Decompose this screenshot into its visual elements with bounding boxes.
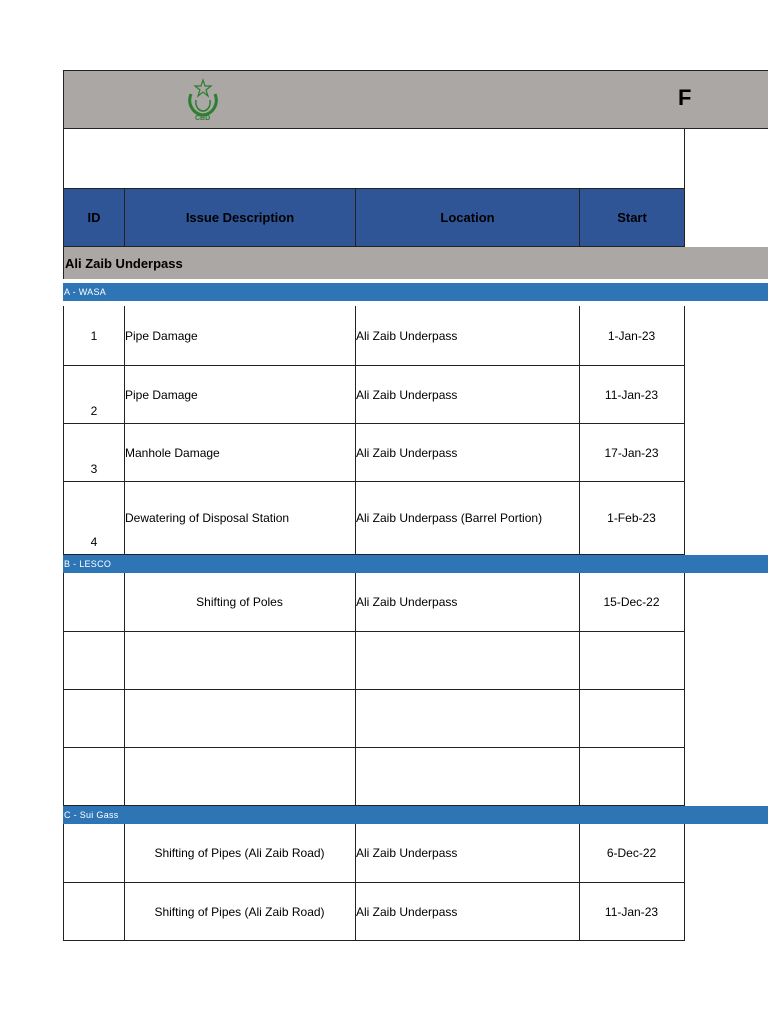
table-cell-id	[63, 632, 125, 690]
table-cell-description: Shifting of Pipes (Ali Zaib Road)	[124, 824, 356, 883]
group-header-wasa: A - WASA	[63, 283, 768, 301]
table-cell-start	[579, 690, 685, 748]
table-cell-description	[124, 632, 356, 690]
table-cell-id: 2	[63, 366, 125, 424]
table-cell-start: 11-Jan-23	[579, 883, 685, 941]
table-cell-start: 11-Jan-23	[579, 366, 685, 424]
table-cell-start	[579, 632, 685, 690]
table-cell-description: Pipe Damage	[124, 366, 356, 424]
table-cell-id: 3	[63, 424, 125, 482]
table-cell-id	[63, 748, 125, 806]
column-header-description: Issue Description	[124, 188, 356, 247]
table-cell-location: Ali Zaib Underpass (Barrel Portion)	[355, 482, 580, 555]
table-cell-location: Ali Zaib Underpass	[355, 306, 580, 366]
report-title: F	[678, 85, 692, 110]
group-header-lesco: B - LESCO	[63, 555, 768, 573]
table-cell-start	[579, 748, 685, 806]
column-header-location: Location	[355, 188, 580, 247]
table-cell-id	[63, 824, 125, 883]
table-cell-location: Ali Zaib Underpass	[355, 883, 580, 941]
table-cell-location	[355, 632, 580, 690]
group-header-sui-gass: C - Sui Gass	[63, 806, 768, 824]
section-title: Ali Zaib Underpass	[63, 247, 768, 279]
table-cell-start: 15-Dec-22	[579, 573, 685, 632]
table-cell-location	[355, 690, 580, 748]
table-cell-start: 17-Jan-23	[579, 424, 685, 482]
table-cell-start: 1-Jan-23	[579, 306, 685, 366]
logo-text: CBD	[195, 115, 211, 122]
report-header	[63, 70, 768, 129]
table-cell-description	[124, 748, 356, 806]
table-cell-location: Ali Zaib Underpass	[355, 573, 580, 632]
table-cell-description: Manhole Damage	[124, 424, 356, 482]
table-cell-id	[63, 883, 125, 941]
table-cell-description: Shifting of Pipes (Ali Zaib Road)	[124, 883, 356, 941]
column-header-start: Start	[579, 188, 685, 247]
table-cell-id	[63, 690, 125, 748]
table-cell-location: Ali Zaib Underpass	[355, 424, 580, 482]
table-cell-description: Dewatering of Disposal Station	[124, 482, 356, 555]
table-cell-id: 4	[63, 482, 125, 555]
table-cell-id	[63, 573, 125, 632]
table-cell-start: 1-Feb-23	[579, 482, 685, 555]
table-cell-id: 1	[63, 306, 125, 366]
table-cell-start: 6-Dec-22	[579, 824, 685, 883]
table-cell-location	[355, 748, 580, 806]
column-header-id: ID	[63, 188, 125, 247]
blank-row	[63, 129, 685, 188]
table-cell-description: Shifting of Poles	[124, 573, 356, 632]
table-cell-location: Ali Zaib Underpass	[355, 366, 580, 424]
table-cell-location: Ali Zaib Underpass	[355, 824, 580, 883]
table-cell-description: Pipe Damage	[124, 306, 356, 366]
table-cell-description	[124, 690, 356, 748]
